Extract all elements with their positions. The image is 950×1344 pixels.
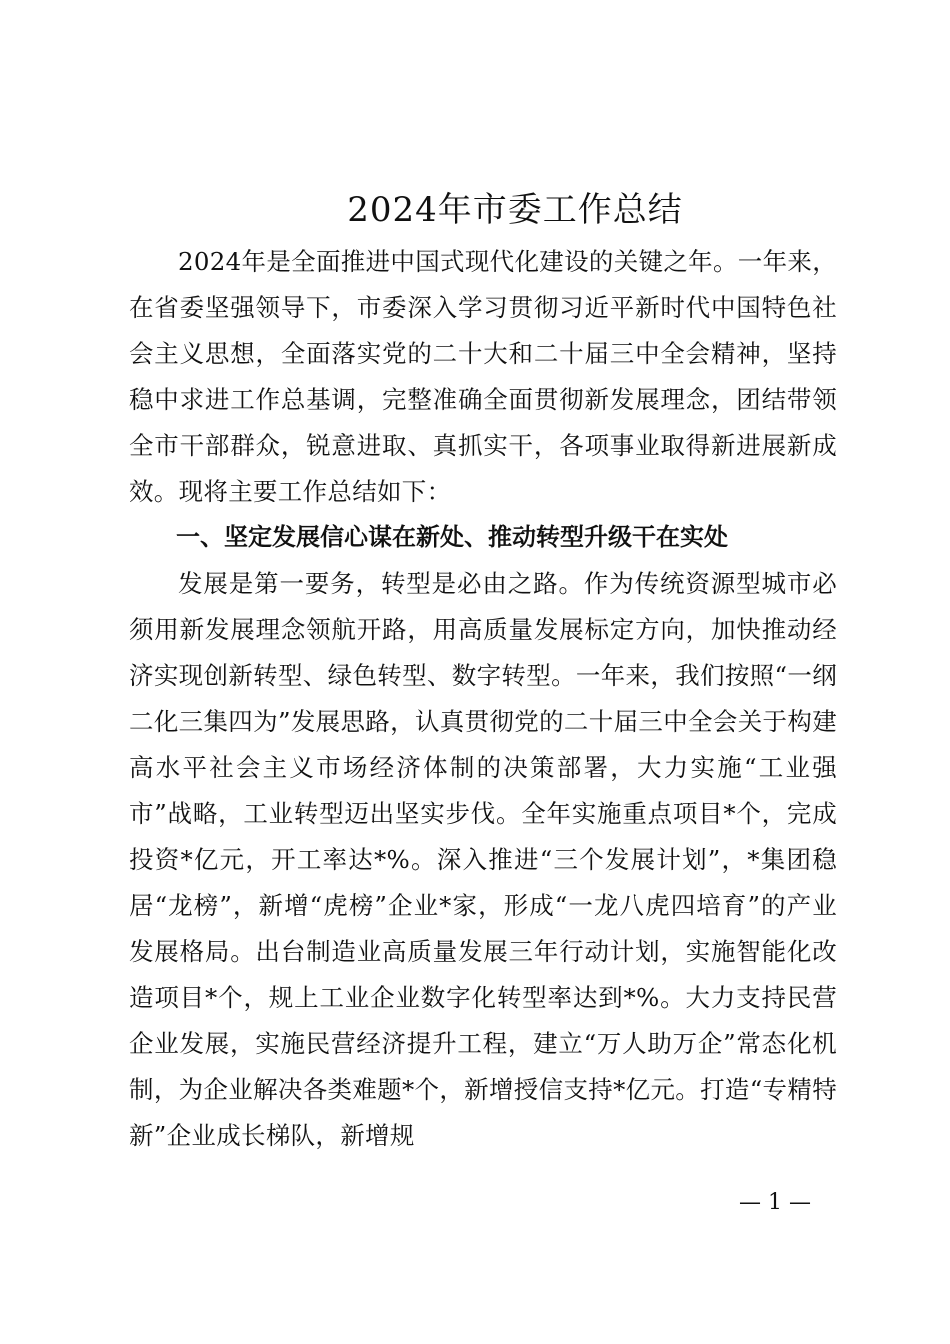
document-title: 2024年市委工作总结 [347, 190, 683, 230]
section-paragraph: 发展是第一要务，转型是必由之路。作为传统资源型城市必须用新发展理念领航开路，用高质量发展标定方向，加快推动经济实现创新转型、绿色转型、数字转型。一年来，我们按照“一纲二化三集四为”发展思路，认真贯彻党的二十届三中全会关于构建高水平社会主义市场经济体制的决策部署，大力实施“工业强市”战略，工业转型迈出坚实步伐。全年实施重点项目*个，完成投资*亿元，开工率达*%。深入推进“三个发展计划”，*集团稳居“龙榜”，新增“虎榜”企业*家，形成“一龙八虎四培育”的产业发展格局。出台制造业高质量发展三年行动计划，实施智能化改造项目*个，规上工业企业数字化转型率达到*%。大力支持民营企业发展，实施民营经济提升工程，建立“万人助万企”常态化机制，为企业解决各类难题*个，新增授信支持*亿元。打造“专精特新”企业成长梯队，新增规 [129, 569, 837, 1150]
page-number: — 1 — [739, 1190, 811, 1215]
section-heading: 一、坚定发展信心谋在新处、推动转型升级干在实处 [176, 523, 728, 551]
intro-paragraph: 2024年是全面推进中国式现代化建设的关键之年。一年来，在省委坚强领导下，市委深入学习贯彻习近平新时代中国特色社会主义思想，全面落实党的二十大和二十届三中全会精神，坚持稳中求进工作总基调，完整准确全面贯彻新发展理念，团结带领全市干部群众，锐意进取、真抓实干，各项事业取得新进展新成效。现将主要工作总结如下： [129, 247, 837, 506]
